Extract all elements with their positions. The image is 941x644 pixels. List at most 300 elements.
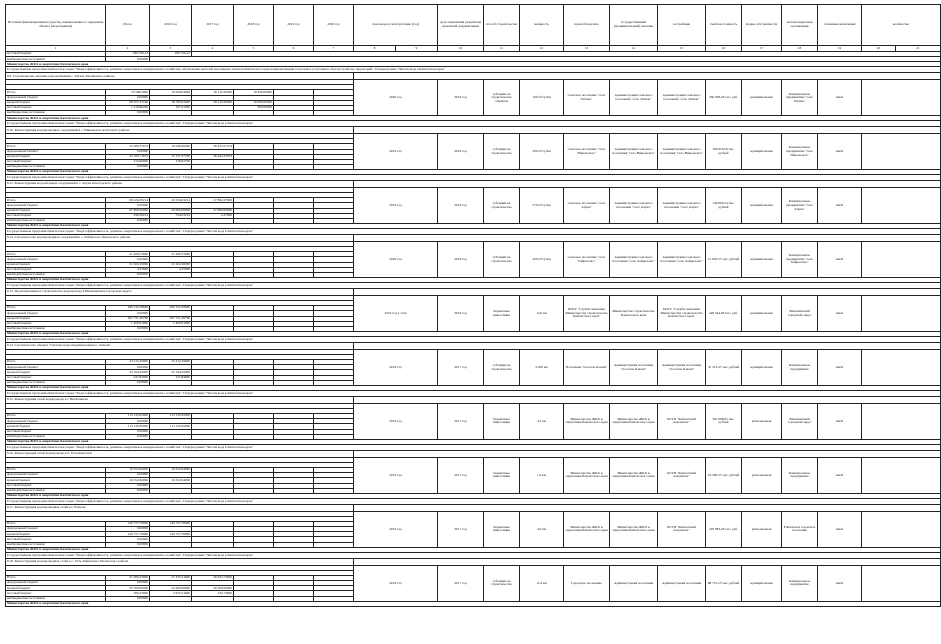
header-cell: сметная стоимость bbox=[706, 5, 742, 46]
fin-label: местный бюджет bbox=[6, 591, 106, 596]
object-title: 8.11. Реконструкция водозаборных сооружений в с. Апука Олюторского района bbox=[6, 181, 354, 188]
customer: Министерство ЖКХ и энергетики Камчатского края bbox=[610, 404, 658, 440]
construction-method: бюджетные инвестиции bbox=[484, 511, 520, 547]
fin-total: 52 483,37674 bbox=[106, 144, 150, 149]
fin-2016: 15 727,37700 bbox=[150, 154, 192, 159]
fin-label: внебюджетные источники bbox=[6, 57, 106, 62]
fin-label: местный бюджет bbox=[6, 483, 106, 488]
owner: Сельское поселение "село Тигиль" bbox=[564, 80, 610, 116]
program-title: Государственная программа Камчатского края "Энергоэффективность, развитие энергетики и коммунального хозяйства, обеспечение жителей населенных пунктов Камчатского края коммунальными услугами и услугами по благоустройству территорий". Подпрограмма "Чистая вода в Камчатском крае" bbox=[6, 67, 941, 73]
customer: Администрация сельского поселения "село Никольское" bbox=[610, 134, 658, 170]
estimated-cost: 450 958,26 тыс. руб. bbox=[706, 80, 742, 116]
count bbox=[862, 242, 941, 278]
header-cell: 2016 год bbox=[150, 5, 192, 46]
object-row bbox=[6, 127, 941, 134]
operator: Коммунальное предприятие bbox=[782, 457, 818, 493]
fin-2016: 21 622,20000 bbox=[150, 262, 192, 267]
fin-label: внебюджетные источники bbox=[6, 380, 106, 385]
fin-2017: 27 892,27000 bbox=[192, 198, 234, 203]
basis: иной bbox=[818, 296, 862, 332]
fin-label: Итого bbox=[6, 198, 106, 203]
column-number: 1 bbox=[6, 46, 106, 52]
fin-total: 0,00000 bbox=[106, 203, 150, 208]
fin-label: Итого bbox=[6, 252, 106, 257]
fin-label: Итого bbox=[6, 144, 106, 149]
ministry-title: Министерство ЖКХ и энергетики Камчатского края bbox=[6, 439, 941, 444]
design-year: 2017 год bbox=[438, 404, 484, 440]
empty-cell bbox=[354, 343, 941, 350]
commission-year: 2019 год bbox=[354, 457, 438, 493]
empty-cell bbox=[354, 504, 941, 511]
fin-2016: 299 132,28660 bbox=[150, 306, 192, 311]
fin-2016: 327,41200 bbox=[150, 105, 192, 110]
ministry-title: Министерство ЖКХ и энергетики Камчатского края bbox=[6, 116, 941, 121]
ownership-form: муниципальная bbox=[742, 565, 782, 601]
empty-cell bbox=[354, 558, 941, 565]
fin-label: местный бюджет bbox=[6, 375, 106, 380]
fin-label: местный бюджет bbox=[6, 159, 106, 164]
column-number: 15 bbox=[658, 46, 706, 52]
column-number: 11 bbox=[484, 46, 520, 52]
object-title: 8.10. Реконструкция водопроводных сооружений в с. Никольское Алеутского района bbox=[6, 127, 354, 134]
fin-total: 0,00000 bbox=[106, 257, 150, 262]
design-year: 2018 год bbox=[438, 80, 484, 116]
ownership-form: муниципальная bbox=[742, 134, 782, 170]
object-row bbox=[6, 235, 941, 242]
empty-cell bbox=[354, 73, 941, 80]
commission-year: 2019 год bbox=[354, 134, 438, 170]
commission-year: 2019 год 2 этап bbox=[354, 296, 438, 332]
header-cell: 2020 год bbox=[314, 5, 354, 46]
customer: Администрация сельского поселения "село Хайрюзово" bbox=[610, 242, 658, 278]
builder: КГУП "Камчатский водоканал" bbox=[658, 511, 706, 547]
fin-total: 51 006,23900 bbox=[106, 575, 150, 580]
column-number: 12 bbox=[520, 46, 564, 52]
operator: Коммунальное предприятие bbox=[782, 565, 818, 601]
customer: Администрация сельского поселения "село Апука" bbox=[610, 188, 658, 224]
fin-2016: 4,35660 bbox=[150, 267, 192, 272]
header-cell: 2017 год bbox=[192, 5, 234, 46]
owner: Министерство ЖКХ и энергетики Камчатского края bbox=[564, 457, 610, 493]
column-number: 18 bbox=[782, 46, 818, 52]
operator: Вилючинский городской округ bbox=[782, 404, 818, 440]
fin-2016: 534,03214 bbox=[150, 213, 192, 218]
document-sheet bbox=[5, 4, 920, 634]
owner: Министерство ЖКХ и энергетики Камчатского края bbox=[564, 511, 610, 547]
fin-label: краевой бюджет bbox=[6, 532, 106, 537]
header-cell: правообладатель bbox=[564, 5, 610, 46]
fin-total: 21 622,20000 bbox=[106, 262, 150, 267]
fin-total: 306,23900 bbox=[106, 591, 150, 596]
column-number: 13 bbox=[564, 46, 610, 52]
fin-2016: 113 145,65000 bbox=[150, 414, 192, 419]
construction-method: субсидии на строительство bbox=[484, 188, 520, 224]
header-cell: основание включения bbox=[818, 5, 862, 46]
fin-label: внебюджетные источники bbox=[6, 488, 106, 493]
fin-total: 0,00000 bbox=[106, 483, 150, 488]
fin-2016: 24 400,00000 bbox=[150, 586, 192, 591]
header-row bbox=[6, 5, 941, 46]
fin-2016: 20 000,00000 bbox=[150, 208, 192, 213]
fin-total: 0,00000 bbox=[106, 111, 150, 116]
fin-2016: 180 556,12 bbox=[150, 52, 192, 57]
ministry-title: Министерство ЖКХ и энергетики Камчатского края bbox=[6, 386, 941, 391]
investment-objects-table bbox=[5, 4, 941, 607]
design-year: 2017 год bbox=[438, 511, 484, 547]
fin-total: 0,00000 bbox=[106, 272, 150, 277]
object-title: 8.13. Проектирование и строительство водопровода в Вилючинском городском округе bbox=[6, 289, 354, 296]
ownership-form: региональная bbox=[742, 511, 782, 547]
construction-method: бюджетные инвестиции bbox=[484, 296, 520, 332]
count bbox=[862, 188, 941, 224]
builder: Администрация поселения bbox=[658, 565, 706, 601]
fin-total: 0,00000 bbox=[106, 326, 150, 331]
ministry-title: Министерство ЖКХ и энергетики Камчатского края bbox=[6, 224, 941, 229]
fin-2016: 113 145,65000 bbox=[150, 424, 192, 429]
header-cell: срок завершения разработки проектной документации bbox=[438, 5, 484, 46]
builder: Администрация сельского поселения "село Тигиль" bbox=[658, 80, 706, 116]
estimated-cost: 205 983,46 тыс. руб. bbox=[706, 511, 742, 547]
basis: иной bbox=[818, 511, 862, 547]
empty-cell bbox=[354, 181, 941, 188]
ownership-form: муниципальная bbox=[742, 296, 782, 332]
object-row bbox=[6, 558, 941, 565]
builder: Администрация поселения "поселок Ключи" bbox=[658, 350, 706, 386]
count bbox=[862, 457, 941, 493]
fin-2018: 830,00000 bbox=[234, 105, 274, 110]
fin-total: 0,00000 bbox=[106, 596, 150, 601]
owner: Поселение "поселок Ключи" bbox=[564, 350, 610, 386]
ownership-form: региональная bbox=[742, 404, 782, 440]
fin-label: Итого bbox=[6, 90, 106, 95]
ministry-title: Министерство ЖКХ и энергетики Камчатского края bbox=[6, 170, 941, 175]
program-title: Государственная программа Камчатского края "Энергоэффективность, развитие энергетики и коммунального хозяйства". Подпрограмма "Чистая вода в Камчатском крае" bbox=[6, 498, 941, 504]
fin-label: федеральный бюджет bbox=[6, 419, 106, 424]
fin-total: 149 727,76000 bbox=[106, 521, 150, 526]
ownership-form: региональная bbox=[742, 457, 782, 493]
column-number: 14 bbox=[610, 46, 658, 52]
footer-row bbox=[6, 601, 941, 606]
fin-label: местный бюджет bbox=[6, 105, 106, 110]
program-title: Государственная программа Камчатского края "Энергоэффективность, развитие энергетики и коммунального хозяйства". Подпрограмма "Чистая вода в Камчатском крае" bbox=[6, 444, 941, 450]
object-row bbox=[6, 181, 941, 188]
fin-label: федеральный бюджет bbox=[6, 95, 106, 100]
fin-label: федеральный бюджет bbox=[6, 149, 106, 154]
fin-total: 149 727,76000 bbox=[106, 532, 150, 537]
empty-cell bbox=[354, 289, 941, 296]
fin-total: 16 252,64000 bbox=[106, 478, 150, 483]
commission-year: 2020 год bbox=[354, 242, 438, 278]
count bbox=[862, 350, 941, 386]
ministry-title: Министерство ЖКХ и энергетики Камчатского края bbox=[6, 62, 941, 67]
owner: Сельское поселение "село Хайрюзово" bbox=[564, 242, 610, 278]
header-cell: срок ввода в эксплуатацию (год) bbox=[354, 5, 438, 46]
basis: иной bbox=[818, 80, 862, 116]
fin-total: 67 890,00000 bbox=[106, 208, 150, 213]
column-number: 16 bbox=[706, 46, 742, 52]
owner: Министерство ЖКХ и энергетики Камчатского края bbox=[564, 404, 610, 440]
fin-total: 0,00000 bbox=[106, 581, 150, 586]
basis: иной bbox=[818, 457, 862, 493]
fin-label: краевой бюджет bbox=[6, 478, 106, 483]
ministry-title: Министерство ЖКХ и энергетики Камчатского края bbox=[6, 493, 941, 498]
fin-2017: 36 442,33974 bbox=[192, 154, 234, 159]
fin-label: Итого bbox=[6, 467, 106, 472]
object-row bbox=[6, 397, 941, 404]
fin-total: 23 412,29000 bbox=[106, 360, 150, 365]
fin-2017: 27 890,00000 bbox=[192, 208, 234, 213]
fin-total: 536,30214 bbox=[106, 213, 150, 218]
fin-2017: 30 110,20000 bbox=[192, 100, 234, 105]
object-title: 8.18. Реконструкция водопроводных сетей в с. Усть-Хайрюзово Тигильского района bbox=[6, 558, 354, 565]
ministry-title: Министерство ЖКХ и энергетики Камчатского края bbox=[6, 601, 941, 606]
fin-2016: 20 534,03214 bbox=[150, 198, 192, 203]
design-year: 2017 год bbox=[438, 565, 484, 601]
fin-label: краевой бюджет bbox=[6, 154, 106, 159]
construction-method: бюджетные инвестиции bbox=[484, 404, 520, 440]
owner: Городское поселение bbox=[564, 565, 610, 601]
column-number: 2 bbox=[106, 46, 150, 52]
empty-cell bbox=[354, 450, 941, 457]
ownership-form: муниципальная bbox=[742, 80, 782, 116]
basis: иной bbox=[818, 242, 862, 278]
fin-total: 0,00000 bbox=[106, 149, 150, 154]
object-row bbox=[6, 504, 941, 511]
estimated-cost: 426 544,96 тыс. руб. bbox=[706, 296, 742, 332]
fin-2017: 26 632,73600 bbox=[192, 575, 234, 580]
construction-method: бюджетные инвестиции bbox=[484, 457, 520, 493]
ministry-title: Министерство ЖКХ и энергетики Камчатского края bbox=[6, 332, 941, 337]
fin-total: 68 426,30214 bbox=[106, 198, 150, 203]
fin-total: 0,00000 bbox=[106, 311, 150, 316]
column-number: 7 bbox=[314, 46, 354, 52]
capacity: 2,050 км bbox=[520, 350, 564, 386]
customer: Администрация сельского поселения "село Тигиль" bbox=[610, 80, 658, 116]
count bbox=[862, 404, 941, 440]
fin-2016: 21 626,55660 bbox=[150, 252, 192, 257]
fin-label: краевой бюджет bbox=[6, 262, 106, 267]
capacity: 100 м³/сутки bbox=[520, 80, 564, 116]
object-row bbox=[6, 343, 941, 350]
fin-label: внебюджетные источники bbox=[6, 596, 106, 601]
owner: Сельское поселение "село Апука" bbox=[564, 188, 610, 224]
capacity: 12,0 км bbox=[520, 296, 564, 332]
owner: Сельское поселение "село Никольское" bbox=[564, 134, 610, 170]
fin-2017: 30 110,20000 bbox=[192, 90, 234, 95]
object-row bbox=[6, 73, 941, 80]
fin-2016: 16 252,64000 bbox=[150, 467, 192, 472]
fin-total: 299 132,28660 bbox=[106, 306, 150, 311]
program-title: Государственная программа Камчатского края "Энергоэффективность, развитие энергетики и коммунального хозяйства". Подпрограмма "Чистая вода в Камчатском крае" bbox=[6, 175, 941, 181]
fin-2016: 16 046,30400 bbox=[150, 144, 192, 149]
fin-total: 113 145,65000 bbox=[106, 424, 150, 429]
operator: Коммунальное предприятие bbox=[782, 350, 818, 386]
estimated-cost: 140 600,24 тыс. рублей bbox=[706, 188, 742, 224]
column-number: 19 bbox=[818, 46, 862, 52]
header-cell: форма собственности bbox=[742, 5, 782, 46]
fin-label: внебюджетные источники bbox=[6, 542, 106, 547]
header-cell: Источник финансирования (средств), наименование и содержание объекта (мероприятия) bbox=[6, 5, 106, 46]
program-title: Государственная программа Камчатского края "Энергоэффективность, развитие энергетики и коммунального хозяйства". Подпрограмма "Чистая вода в Камчатском крае" bbox=[6, 391, 941, 397]
fin-label: краевой бюджет bbox=[6, 370, 106, 375]
fin-total: 0,00000 bbox=[106, 419, 150, 424]
operator: Коммунальное предприятие "село Апука" bbox=[782, 188, 818, 224]
fin-label: местный бюджет bbox=[6, 321, 106, 326]
fin-total: 0,00000 bbox=[106, 488, 150, 493]
fin-label: краевой бюджет bbox=[6, 316, 106, 321]
capacity: 500 м³/сутки bbox=[520, 134, 564, 170]
fin-total: 1 210,86260 bbox=[106, 105, 150, 110]
fin-label: краевой бюджет bbox=[6, 100, 106, 105]
column-number: 3 bbox=[150, 46, 192, 52]
commission-year: 2018 год bbox=[354, 565, 438, 601]
fin-total: 0,00000 bbox=[106, 219, 150, 224]
builder: КГУП "Камчатский водоканал" bbox=[658, 457, 706, 493]
estimated-cost: 88 731,55 тыс. рублей bbox=[706, 565, 742, 601]
column-number: 6 bbox=[274, 46, 314, 52]
construction-method: субсидии на строительство bbox=[484, 242, 520, 278]
fin-2016: 19 028,04600 bbox=[150, 90, 192, 95]
fin-label: краевой бюджет bbox=[6, 424, 106, 429]
capacity: 200 м³/сутки bbox=[520, 242, 564, 278]
count bbox=[862, 511, 941, 547]
program-title: Государственная программа Камчатского края "Энергоэффективность, развитие энергетики и коммунального хозяйства". Подпрограмма "Чистая вода в Камчатском крае" bbox=[6, 337, 941, 343]
design-year: 2017 год bbox=[438, 350, 484, 386]
empty-cell bbox=[354, 397, 941, 404]
column-number: 8 bbox=[354, 46, 396, 52]
count bbox=[862, 80, 941, 116]
fin-total: 297 731,36760 bbox=[106, 316, 150, 321]
fin-total: 23 164,45000 bbox=[106, 370, 150, 375]
fin-2016: 27 355,31600 bbox=[150, 575, 192, 580]
header-cell: Итого bbox=[106, 5, 150, 46]
fin-2016: 16 252,64000 bbox=[150, 478, 192, 483]
commission-year: 2019 год bbox=[354, 511, 438, 547]
capacity: 4,5 км bbox=[520, 404, 564, 440]
commission-year: 2019 год bbox=[354, 188, 438, 224]
fin-total: 0,00000 bbox=[106, 165, 150, 170]
operator: Коммунальное предприятие "село Хайрюзово" bbox=[782, 242, 818, 278]
fin-total: 70 568,2000 bbox=[106, 90, 150, 95]
builder: Администрация сельского поселения "село Никольское" bbox=[658, 134, 706, 170]
object-title: 8.15. Реконструкция сетей водопровода в г. Вилючинске bbox=[6, 397, 354, 404]
fin-total: 0,00000 bbox=[106, 57, 150, 62]
construction-method: субсидии на строительство bbox=[484, 134, 520, 170]
fin-2017: 332,73600 bbox=[192, 591, 234, 596]
header-cell: государственный (муниципальный) заказчик bbox=[610, 5, 658, 46]
fin-total: 4,35660 bbox=[106, 267, 150, 272]
estimated-cost: 16 260,37 тыс. рублей bbox=[706, 457, 742, 493]
customer: Министерство ЖКХ и энергетики Камчатского края bbox=[610, 457, 658, 493]
fin-2016: 149 727,76000 bbox=[150, 521, 192, 526]
commission-year: 2020 год bbox=[354, 80, 438, 116]
fin-2018: 10 830,00000 bbox=[234, 90, 274, 95]
column-number: 5 bbox=[234, 46, 274, 52]
basis: иной bbox=[818, 188, 862, 224]
commission-year: 2018 год bbox=[354, 350, 438, 386]
fin-total: 0,00000 bbox=[106, 434, 150, 439]
fin-label: Итого bbox=[6, 414, 106, 419]
fin-label: внебюджетные источники bbox=[6, 219, 106, 224]
program-title: Государственная программа Камчатского края "Энергоэффективность, развитие энергетики и коммунального хозяйства". Подпрограмма "Чистая вода в Камчатском крае" bbox=[6, 229, 941, 235]
capacity: 270 м³/сутки bbox=[520, 188, 564, 224]
design-year: 2018 год bbox=[438, 134, 484, 170]
fin-label: краевой бюджет bbox=[6, 208, 106, 213]
fin-label: федеральный бюджет bbox=[6, 527, 106, 532]
fin-total: 69 357,33740 bbox=[106, 100, 150, 105]
fin-label: внебюджетные источники bbox=[6, 434, 106, 439]
program-title: Государственная программа Камчатского края "Энергоэффективность, развитие энергетики и коммунального хозяйства". Подпрограмма "Чистая вода в Камчатском крае" bbox=[6, 283, 941, 289]
empty-cell bbox=[354, 235, 941, 242]
fin-label: федеральный бюджет bbox=[6, 257, 106, 262]
fin-2017: 2,27000 bbox=[192, 213, 234, 218]
design-year: 2017 год bbox=[438, 457, 484, 493]
fin-label: федеральный бюджет bbox=[6, 365, 106, 370]
column-number: 21 bbox=[896, 46, 941, 52]
fin-total: 0,00000 bbox=[106, 95, 150, 100]
fin-total: 50 700,00000 bbox=[106, 586, 150, 591]
fin-2016: 23 412,29000 bbox=[150, 360, 192, 365]
fin-total: 16 252,64000 bbox=[106, 467, 150, 472]
fin-label: федеральный бюджет bbox=[6, 473, 106, 478]
count bbox=[862, 565, 941, 601]
column-number: 20 bbox=[862, 46, 896, 52]
fin-total: 180 556,12 bbox=[106, 52, 150, 57]
ownership-form: муниципальная bbox=[742, 242, 782, 278]
estimated-cost: 21 626,57 тыс. рублей bbox=[706, 242, 742, 278]
header-cell: способ строительства bbox=[484, 5, 520, 46]
fin-label: федеральный бюджет bbox=[6, 203, 106, 208]
ownership-form: муниципальная bbox=[742, 188, 782, 224]
capacity: 1,9 км bbox=[520, 457, 564, 493]
table-body bbox=[6, 52, 941, 602]
fin-total: 0,00000 bbox=[106, 542, 150, 547]
header-cell: количество bbox=[862, 5, 941, 46]
fin-label: внебюджетные источники bbox=[6, 326, 106, 331]
fin-2016: 318,92700 bbox=[150, 159, 192, 164]
empty-cell bbox=[354, 127, 941, 134]
fin-total: 247,84000 bbox=[106, 375, 150, 380]
fin-total: 0,00000 bbox=[106, 380, 150, 385]
operator: Коммунальное предприятие "село Никольское" bbox=[782, 134, 818, 170]
fin-2016: 18 700,63400 bbox=[150, 100, 192, 105]
builder: КГУП "Камчатский водоканал" bbox=[658, 404, 706, 440]
basis: иной bbox=[818, 350, 862, 386]
count bbox=[862, 134, 941, 170]
estimated-cost: 35 512,47 тыс. рублей bbox=[706, 350, 742, 386]
fin-label: внебюджетные источники bbox=[6, 111, 106, 116]
fin-total: 0,00000 bbox=[106, 429, 150, 434]
basis: иной bbox=[818, 404, 862, 440]
fin-label: местный бюджет bbox=[6, 537, 106, 542]
fin-2016: 297 731,36760 bbox=[150, 316, 192, 321]
fin-label: Итого bbox=[6, 306, 106, 311]
fin-2016: 1 400,91900 bbox=[150, 321, 192, 326]
ownership-form: муниципальная bbox=[742, 350, 782, 386]
fin-label: Итого bbox=[6, 575, 106, 580]
header-cell: застройщик bbox=[658, 5, 706, 46]
builder: КГКУ "Служба заказчика Министерства строительства Камчатского края" bbox=[658, 296, 706, 332]
object-title: 8.17. Реконструкция водопроводных сетей в г. Елизово bbox=[6, 504, 354, 511]
design-year: 2018 год bbox=[438, 296, 484, 332]
header-cell: эксплуатирующая организация bbox=[782, 5, 818, 46]
fin-2017: 26 300,00000 bbox=[192, 586, 234, 591]
fin-2016: 247,84000 bbox=[150, 375, 192, 380]
fin-total: 313,66000 bbox=[106, 159, 150, 164]
owner: КГКУ "Служба заказчика Министерства строительства Камчатского края" bbox=[564, 296, 610, 332]
fin-label: федеральный бюджет bbox=[6, 311, 106, 316]
fin-2017: 36 437,07274 bbox=[192, 144, 234, 149]
